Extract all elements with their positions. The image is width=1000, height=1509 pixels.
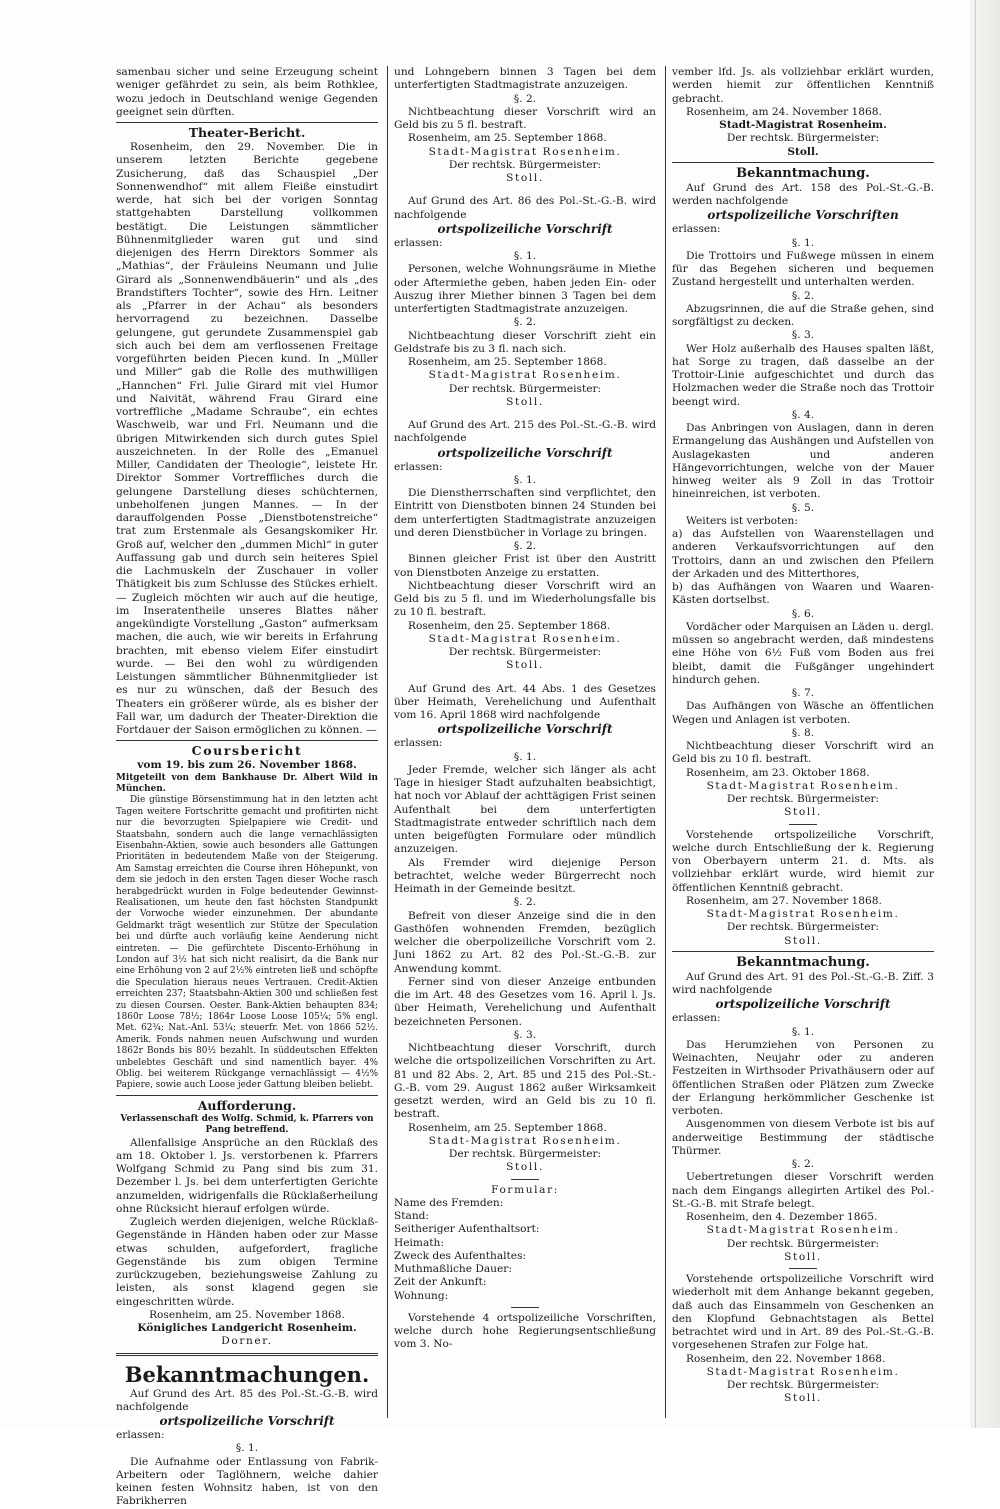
bk2-title: Bekanntmachung. [736, 954, 870, 970]
bk1-section-6: §. 6. [791, 607, 815, 620]
art215-magistrat: Stadt-Magistrat Rosenheim. [428, 632, 622, 645]
aufforderung-sub: Verlassenschaft des Wolfg. Schmid, k. Pfarrers von Pang betreffend. [120, 1113, 374, 1136]
short-divider [511, 1179, 539, 1180]
art44-buerger: Der rechtsk. Bürgermeister: [448, 1148, 602, 1160]
divider [672, 951, 934, 952]
art44-text-3: Nichtbeachtung dieser Vorschrift, durch welche die ortspolizeilichen Vorschriften zu Art. 81 und 82 Abs. 2, Art. 85 und 215 des Pol.-St.-G.-B. vom 29. August 1862 außer Wirksamkeit gesetzt werden, wird an Geld bis zu 10 fl. bestraft. [394, 1042, 656, 1121]
bekanntmachungen-title: Bekanntmachungen. [124, 1361, 370, 1387]
bk1-date2: Rosenheim, am 27. November 1868. [686, 894, 882, 907]
formular-row: Wohnung: [394, 1289, 449, 1302]
formular-row: Heimath: [394, 1236, 444, 1249]
art85-text-1: Die Aufnahme oder Entlassung von Fabrik-Arbeitern oder Taglöhnern, welche dahier keinen festen Wohnsitz haben, ist von den Fabrikherren [116, 1455, 378, 1508]
art44-text-2b: Ferner sind von dieser Anzeige entbunden die im Art. 48 des Gesetzes vom 16. April l. Js. über Heimath, Verehelichung und Aufenthalt bezeichneten Personen. [394, 975, 656, 1028]
bk2-intro: Auf Grund des Art. 91 des Pol.-St.-G.-B. Ziff. 3 wird nachfolgende [672, 970, 934, 996]
art44-section-2: §. 2. [513, 896, 537, 909]
column-3 [672, 66, 934, 1420]
art85-intro: Auf Grund des Art. 85 des Pol.-St.-G.-B. wird nachfolgende [116, 1387, 378, 1413]
column-1 [116, 66, 378, 1508]
art86-heading: ortspolizeiliche Vorschrift [437, 221, 613, 236]
col3-buerger: Der rechtsk. Bürgermeister: [726, 132, 880, 145]
spacer [394, 409, 656, 419]
art86-date: Rosenheim, am 25. September 1868. [408, 356, 607, 368]
bk2-date: Rosenheim, den 4. Dezember 1865. [686, 1211, 878, 1223]
bk2-text-1: Das Herumziehen von Personen zu Weinachten, Neujahr oder zu anderen Festzeiten in Wirthsoder Privathäusern oder auf öffentlichen Straßen oder Plätzen zum Zwecke der Erlangung herkömmlicher Geschenke ist verboten. [672, 1038, 934, 1117]
cours-source: Mitgeteilt von dem Bankhause Dr. Albert Wild in München. [116, 772, 378, 794]
art44-text-1b: Als Fremder wird diejenige Person betrachtet, welche weder Bürgerrecht noch Heimath in der Gemeinde besitzt. [394, 856, 656, 895]
bk2-stoll-2: Stoll. [784, 1392, 822, 1405]
aufforderung-p1: Allenfallsige Ansprüche an den Rücklaß des am 18. Oktober l. Js. verstorbenen k. Pfarrers Wolfgang Schmid zu Pang sind bis zum 31. Dezember l. Js. bei dem unterfertigten Gerichte anzumelden, widrigenfalls die Rücklaßerheilung ohne Rücksicht hierauf erfolgen würde. [116, 1136, 378, 1215]
formular-row: Muthmaßliche Dauer: [394, 1263, 512, 1275]
bk2-magistrat-2: Stadt-Magistrat Rosenheim. [706, 1365, 900, 1378]
bk2-stoll: Stoll. [784, 1250, 822, 1263]
bk1-section-8: §. 8. [791, 726, 815, 739]
aufforderung-date: Rosenheim, am 25. November 1868. [149, 1308, 345, 1321]
art85-stoll: Stoll. [506, 172, 544, 184]
intro-paragraph: samenbau sicher und seine Erzeugung scheint weniger gefährdet zu sein, als beim Rothklee, wozu jedoch in Deutschland wenige Gegenden geeignet sein dürften. [116, 66, 378, 118]
bk1-text-4: Das Anbringen von Auslagen, dann in deren Ermangelung das Aushängen und Aufstellen von Auslagekasten und anderen Hängevorrichtungen, welche von der Mauer hinweg weiter als 9 Zoll in das Trottoir hineinreichen, ist verboten. [672, 422, 934, 501]
bk2-closing: Vorstehende ortspolizeiliche Vorschrift wird wiederholt mit dem Anhange bekannt gegeben, daß auch das Einsammeln von Geschenken an den Klopfund Gebnachtstagen als Bettel betrachtet wird und in Art. 89 des Pol.-St.-G.-B. vorgesehenen Strafen zur Folge hat. [672, 1273, 934, 1352]
divider [672, 162, 934, 163]
art44-heading: ortspolizeiliche Vorschrift [437, 722, 613, 737]
bk1-text-5: Weiters ist verboten: [686, 514, 798, 527]
col3-date: Rosenheim, am 24. November 1868. [686, 105, 882, 118]
art86-buerger: Der rechtsk. Bürgermeister: [448, 382, 602, 395]
art215-text-1: Die Dienstherrschaften sind verpflichtet, den Eintritt von Dienstboten binnen 24 Stunden bei dem unterfertigten Stadtmagistrate anzuzeigen und deren Dienstbücher in Vorlage zu bringen. [394, 487, 656, 539]
cours-period: vom 19. bis zum 26. November 1868. [137, 759, 357, 772]
column-rule-1 [387, 66, 388, 1418]
formular-row: Zeit der Ankunft: [394, 1276, 487, 1289]
spacer [394, 673, 656, 683]
art215-text-3: Nichtbeachtung dieser Vorschrift wird an Geld bis zu 5 fl. und im Wiederholungsfalle bis zu 10 fl. bestraft. [394, 579, 656, 619]
art86-text-1: Personen, welche Wohnungsräume in Miethe oder Aftermiethe geben, haben jeden Ein- oder Auszug ihrer Miether binnen 3 Tagen bei dem unterfertigten Stadtmagistrate anzuzeigen. [394, 263, 656, 315]
column-2 [394, 66, 656, 1420]
art215-date: Rosenheim, den 25. September 1868. [408, 619, 611, 632]
bk2-section-2: §. 2. [791, 1158, 815, 1170]
col2-closing: Vorstehende 4 ortspolizeiliche Vorschriften, welche durch hohe Regierungsentschließung vom 3. No- [394, 1311, 656, 1351]
bk2-text-2: Uebertretungen dieser Vorschrift werden nach dem Eingangs allegirten Artikel des Pol.-St.-G.-B. mit Strafe belegt. [672, 1171, 934, 1210]
art86-text-2: Nichtbeachtung dieser Vorschrift zieht ein Geldstrafe bis zu 3 fl. nach sich. [394, 329, 656, 355]
bk1-text-6: Vordächer oder Marquisen an Läden u. dergl. müssen so angebracht werden, daß mindestens eine Höhe von 6½ Fuß vom Boden aus frei bleibt, damit die Fußgänger ungehindert hindurch gehen. [672, 620, 934, 686]
art215-text-2: Binnen gleicher Frist ist über den Austritt von Dienstboten Anzeige zu erstatten. [394, 553, 656, 579]
art44-erlassen: erlassen: [394, 737, 443, 750]
theater-text: Rosenheim, den 29. November. Die in unserem letzten Berichte gegebene Zusicherung, daß das Schauspiel „Der Sonnenwendhof“ mit allem Fleiße einstudirt werde, hat sich bei der vorigen Sonntag stattgehabten Darstellung vollkommen bestätigt. Die Leistungen sämmtlicher Bühnenmitglieder waren gut und sind diejenigen des Herrn Direktors Sommer als „Mathias“, der Fräuleins Neumann und Julie Girard als „Sonnenwendbäuerin“ und als „des Brandstifters Tochter“, sowie des Hrn. Leitner als „Pfarrer in der Achau“ als besonders hervorragend zu bezeichnen. Dasselbe gelungene, gut gerundete Zusammenspiel gab sich auch bei dem am verflossenen Freitage vorgeführten beiden Piecen kund. In „Müller und Miller“ gab die Rolle des muthwilligen „Hannchen“ Frl. Julie Girard mit viel Humor und Naivität, während Frau Girard eine vortreffliche „Madame Schraube“, ein echtes Waschweib, war und Frl. Neumann und die übrigen Mitwirkenden sich durch gutes Spiel auszeichneten. In der Rolle des „Emanuel Miller, Candidaten der Theologie“, leistete Hr. Direktor Sommer Vortreffliches durch die gelungene Darstellung dieses schüchternen, unbeholfenen jungen Mannes. — In der darauffolgenden Posse „Dienstbotenstreiche“ trat zum Erstenmale als Gesangskomiker Hr. Groß auf, welcher den „dummen Michl“ in guter Auffassung gab und durch sein heiteres Spiel die Lachmuskeln der Zuschauer in voller Thätigkeit bis zum Schlusse des Stückes erhielt. — Zugleich möchten wir auch auf die heutige, im Inseratentheile unseres Blattes näher angekündigte Vorstellung „Gaston“ aufmerksam machen, die auch, wie wir bereits in Erfahrung brachten, mit ebenso vielem Eifer einstudirt wurde. — Bei den wohl zu würdigenden Leistungen sämmtlicher Bühnenmitglieder ist es nur zu wünschen, daß der Besuch des Theaters ein größerer würde, als es bisher der Fall war, um dadurch der Theater-Direktion die Fortdauer der Saison ermöglichen zu können. — [116, 141, 378, 736]
art44-date: Rosenheim, am 25. September 1868. [408, 1121, 607, 1134]
art215-section-2: §. 2. [513, 540, 537, 552]
bk1-intro: Auf Grund des Art. 158 des Pol.-St.-G.-B. werden nachfolgende [672, 181, 934, 207]
art44-magistrat: Stadt-Magistrat Rosenheim. [428, 1134, 622, 1147]
art44-text-1: Jeder Fremde, welcher sich länger als acht Tage in hiesiger Stadt aufzuhalten beabsichtigt, hat noch vor Ablauf der achttägigen Frist seinen Aufenthalt bei dem unterfertigten Stadtmagistrate entweder schriftlich nach dem unten beigefügten Formulare oder mündlich anzuzeigen. [394, 763, 656, 856]
bk1-magistrat-2: Stadt-Magistrat Rosenheim. [706, 908, 900, 920]
art44-text-2: Befreit von dieser Anzeige sind die in den Gasthöfen wohnenden Fremden, bezüglich welcher die oberpolizeiliche Vorschrift vom 2. Juni 1862 zu Art. 82 des Pol.-St.-G.-B. zur Anwendung kommt. [394, 909, 656, 975]
bk1-text-2: Abzugsrinnen, die auf die Straße gehen, sind sorgfältigst zu decken. [672, 302, 934, 328]
art215-intro: Auf Grund des Art. 215 des Pol.-St.-G.-B. wird nachfolgende [394, 419, 656, 445]
art44-section-1: §. 1. [513, 750, 537, 763]
art85-buerger: Der rechtsk. Bürgermeister: [448, 158, 602, 171]
cours-text: Die günstige Börsenstimmung hat in den letzten acht Tagen weitere Fortschritte gemacht und profitirten nicht nur die bevorzugten Spielpapiere wie Credit- und Staatsbahn, sondern auch die lange vernachlässigten Eisenbahn-Aktien, sowie auch besonders alle Gattungen Prioritäten in bedeutendem Maße von der Steigerung. Am Samstag erreichten die Course ihren Höhepunkt, von dem sie jedoch in den ersten Tagen dieser Woche rasch herabgedrückt wurden in Folge bedeutender Gewinnst-Realisationen, um heute den fast höchsten Standpunkt der Vorwoche wieder einzunehmen. Der abundante Geldmarkt trägt wesentlich zur Stütze der Speculation bei und dürfte auch vorläufig keine Aenderung nicht eintreten. — Die gefürchtete Discento-Erhöhung in London auf 3½ hat sich nicht realisirt, da die Bank nur eine Erhöhung von 2 auf 2½% eintreten ließ und schöpfte die Speculation hieraus neues Vertrauen. Credit-Aktien erreichten 237; Staatsbahn-Aktien 300 und schließen fest zu diesen Coursen. Oester. Bank-Aktien behaupten 834; 1860r Loose 78½; 1864r Loose Loose 105¼; 5% engl. Met. 62¾; Nat.-Anl. 53¼; steuerfr. Met. von 1866 52½. Amerik. Fonds nahmen neuen Aufschwung und wurden 1862r Bonds bis 80½ bezahlt. In süddeutschen Effekten unbelebtes Geschäft und sind namentlich bayer. 4% Oblig. bei weiterem Rückgange vernachlässigt — 4½% Papiere, sowie auch Loose jeder Gattung bleiben beliebt. [116, 795, 378, 1091]
bk2-magistrat: Stadt-Magistrat Rosenheim. [706, 1224, 900, 1237]
art215-heading: ortspolizeiliche Vorschrift [437, 445, 613, 460]
cours-title: Coursbericht [191, 743, 303, 759]
bk2-erlassen: erlassen: [672, 1012, 721, 1025]
bk1-text-3: Wer Holz außerhalb des Hauses spalten läßt, hat Sorge zu tragen, daß dasselbe an der Trottoir-Linie aufgeschichtet und durch das Holzmachen weder die Straße noch das Trottoir beengt wird. [672, 342, 934, 408]
column-rule-2 [665, 66, 666, 1418]
art86-erlassen: erlassen: [394, 236, 443, 249]
short-divider [789, 1268, 817, 1269]
bk1-text-5a: a) das Aufstellen von Waarenstellagen und anderen Verkaufsvorrichtungen auf den Trottoirs, dann an und zwischen den Pfeilern der Arkaden und des Mitterthores, [672, 528, 934, 580]
spacer [394, 185, 656, 195]
art86-section-1: §. 1. [513, 250, 537, 262]
art85-heading: ortspolizeiliche Vorschrift [159, 1414, 335, 1429]
bk1-date: Rosenheim, am 23. Oktober 1868. [686, 766, 870, 779]
bk2-heading: ortspolizeiliche Vorschrift [715, 997, 891, 1012]
bk1-section-7: §. 7. [791, 687, 815, 699]
formular-row: Name des Fremden: [394, 1196, 504, 1209]
theater-title: Theater-Bericht. [188, 125, 306, 140]
art86-intro: Auf Grund des Art. 86 des Pol.-St.-G.-B. wird nachfolgende [394, 195, 656, 221]
art85-section-1: §. 1. [235, 1442, 259, 1455]
art86-section-2: §. 2. [513, 316, 537, 329]
bk1-section-1: §. 1. [791, 236, 815, 249]
formular-title: Formular: [491, 1183, 559, 1196]
page-edge-line [975, 0, 976, 1428]
bk2-text-1b: Ausgenommen von diesem Verbote ist bis auf anderweitige Bestimmung der städtische Thürmer. [672, 1118, 934, 1157]
art44-intro: Auf Grund des Art. 44 Abs. 1 des Gesetzes über Heimath, Verehelichung und Aufenthalt vom 16. April 1868 wird nachfolgende [394, 682, 656, 721]
short-divider [789, 824, 817, 825]
aufforderung-sign: Dorner. [221, 1335, 273, 1348]
formular-row: Zweck des Aufenthaltes: [394, 1249, 527, 1262]
bk1-text-1: Die Trottoirs und Fußwege müssen in einem für das Begehen sicheren und bequemen Zustand hergestellt und unterhalten werden. [672, 249, 934, 289]
bk1-text-5b: b) das Aufhängen von Waaren und Waaren-Kästen dortselbst. [672, 581, 934, 607]
bk1-closing: Vorstehende ortspolizeiliche Vorschrift, welche durch Entschließung der k. Regierung von Oberbayern unterm 21. d. Mts. als vollziehbar erklärt wurde, wird hiemit zur öffentlichen Kenntniß gebracht. [672, 828, 934, 894]
bk2-section-1: §. 1. [791, 1025, 815, 1038]
art85-magistrat: Stadt-Magistrat Rosenheim. [428, 145, 622, 158]
art85-date: Rosenheim, am 25. September 1868. [408, 132, 607, 145]
art215-section-1: §. 1. [513, 473, 537, 486]
bk1-buerger: Der rechtsk. Bürgermeister: [726, 793, 880, 805]
bk1-text-7: Das Aufhängen von Wäsche an öffentlichen Wegen und Anlagen ist verboten. [672, 700, 934, 726]
aufforderung-title: Aufforderung. [197, 1097, 297, 1113]
art215-erlassen: erlassen: [394, 460, 443, 473]
art85-text-2: Nichtbeachtung dieser Vorschrift wird an Geld bis zu 5 fl. bestraft. [394, 105, 656, 131]
bk1-stoll-2: Stoll. [784, 934, 822, 947]
formular-row: Seitheriger Aufenthaltsort: [394, 1223, 540, 1236]
bk1-title: Bekanntmachung. [736, 165, 870, 181]
divider [116, 122, 378, 123]
col3-stoll: Stoll. [787, 145, 819, 158]
bk1-heading: ortspolizeiliche Vorschriften [707, 208, 899, 223]
col3-magistrat: Stadt-Magistrat Rosenheim. [719, 119, 887, 131]
bk1-text-8: Nichtbeachtung dieser Vorschrift wird an Geld bis zu 10 fl. bestraft. [672, 740, 934, 766]
art85-cont: und Lohngebern binnen 3 Tagen bei dem unterfertigten Stadtmagistrate anzuzeigen. [394, 66, 656, 92]
art86-stoll: Stoll. [506, 395, 544, 408]
formular-row: Stand: [394, 1210, 430, 1222]
bk2-buerger: Der rechtsk. Bürgermeister: [726, 1237, 880, 1250]
bk1-erlassen: erlassen: [672, 223, 721, 236]
bk1-stoll: Stoll. [784, 806, 822, 819]
bk2-date2: Rosenheim, den 22. November 1868. [686, 1352, 886, 1365]
aufforderung-p2: Zugleich werden diejenigen, welche Rücklaß-Gegenstände in Händen haben oder zur Masse etwas schulden, aufgefordert, fragliche Gegenstände bis zum obigen Termine zurückzugeben, beziehungsweise Zahlung zu leisten, als sonst klagend gegen sie eingeschritten würde. [116, 1216, 378, 1308]
bk1-section-4: §. 4. [791, 408, 815, 421]
bk1-section-5: §. 5. [791, 501, 815, 514]
art44-section-3: §. 3. [513, 1028, 537, 1041]
art86-magistrat: Stadt-Magistrat Rosenheim. [428, 369, 622, 382]
aufforderung-court: Königliches Landgericht Rosenheim. [137, 1322, 357, 1335]
divider [116, 1095, 378, 1096]
bk1-magistrat: Stadt-Magistrat Rosenheim. [706, 779, 900, 792]
col3-cont: vember lfd. Js. als vollziehbar erklärt wurden, werden hiemit zur öffentlichen Kenntniß gebracht. [672, 66, 934, 105]
art215-stoll: Stoll. [506, 659, 544, 672]
double-divider [116, 1353, 378, 1356]
bk1-buerger-2: Der rechtsk. Bürgermeister: [726, 921, 880, 934]
bk2-buerger-2: Der rechtsk. Bürgermeister: [726, 1379, 880, 1391]
bk1-section-2: §. 2. [791, 289, 815, 302]
bk1-section-3: §. 3. [791, 329, 815, 342]
art85-erlassen: erlassen: [116, 1429, 165, 1442]
divider [116, 740, 378, 741]
short-divider [511, 1307, 539, 1308]
formular-rows [394, 1197, 656, 1303]
art85-section-2: §. 2. [513, 92, 537, 105]
art215-buerger: Der rechtsk. Bürgermeister: [448, 646, 602, 658]
art44-stoll: Stoll. [506, 1161, 544, 1174]
